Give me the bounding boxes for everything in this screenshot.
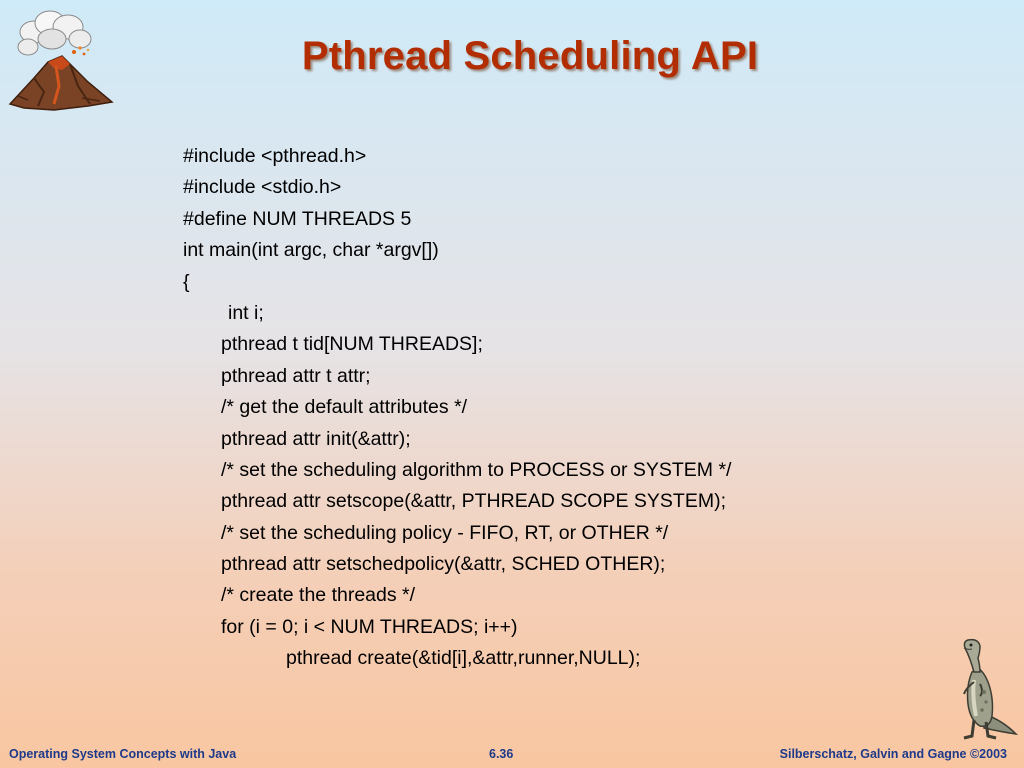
- code-line: pthread attr setschedpolicy(&attr, SCHED OTHER);: [221, 553, 666, 576]
- code-line: #define NUM THREADS 5: [183, 207, 412, 230]
- code-line: /* create the threads */: [221, 584, 416, 607]
- code-line: {: [183, 270, 190, 293]
- code-listing: [183, 141, 943, 675]
- code-line: int i;: [228, 301, 264, 324]
- slide-title: Pthread Scheduling API: [301, 34, 759, 78]
- code-line: int main(int argc, char *argv[]): [183, 239, 439, 262]
- footer-copyright: Silberschatz, Galvin and Gagne ©2003: [779, 747, 1007, 761]
- code-line: /* get the default attributes */: [221, 396, 468, 419]
- code-line: for (i = 0; i < NUM THREADS; i++): [221, 615, 518, 638]
- code-line: pthread t tid[NUM THREADS];: [221, 333, 483, 356]
- code-line: #include <pthread.h>: [183, 145, 367, 167]
- code-line: pthread create(&tid[i],&attr,runner,NULL);: [286, 647, 641, 670]
- code-line: /* set the scheduling policy - FIFO, RT, or OTHER */: [221, 521, 669, 544]
- dinosaur-icon: [944, 636, 1020, 740]
- code-line: /* set the scheduling algorithm to PROCESS or SYSTEM */: [221, 458, 732, 481]
- code-line: #include <stdio.h>: [183, 176, 342, 199]
- code-line: pthread attr t attr;: [221, 364, 371, 387]
- footer-course-title: Operating System Concepts with Java: [9, 747, 237, 761]
- code-line: pthread attr setscope(&attr, PTHREAD SCOPE SYSTEM);: [221, 490, 727, 513]
- code-line: pthread attr init(&attr);: [221, 427, 411, 450]
- footer-slide-number: 6.36: [489, 747, 514, 761]
